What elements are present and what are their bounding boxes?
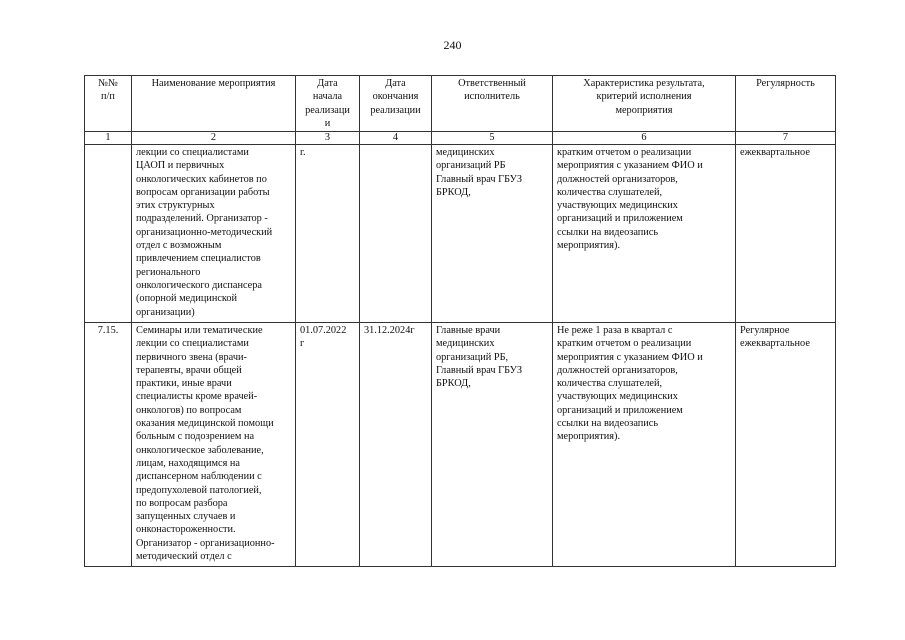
column-number: 1	[85, 132, 132, 145]
column-number: 4	[360, 132, 432, 145]
row-name: Семинары или тематические лекции со специалистами первичного звена (врачи- терапевты, врачи общей практики, иные врачи специалисты кроме врачей- онкологов) по вопросам оказания медицинской помощи больным с подозрением на онкологическое заболевание, лицам, находящимся на диспансерном наблюдении с предопухолевой патологией, по вопросам разбора запущенных случаев и онконастороженности. Организатор - организационно- методический отдел с	[132, 323, 296, 567]
row-end-date: 31.12.2024г	[360, 323, 432, 567]
header-regularity: Регулярность	[736, 76, 836, 132]
row-start-date: г.	[296, 145, 360, 323]
column-number: 5	[432, 132, 553, 145]
row-name: лекции со специалистами ЦАОП и первичных онкологических кабинетов по вопросам организации работы этих структурных подразделений. Организатор - организационно-методический отдел с возможным привлечением специалистов регионального онкологического диспансера (опорной медицинской организации)	[132, 145, 296, 323]
row-start-date: 01.07.2022 г	[296, 323, 360, 567]
header-row	[85, 76, 836, 132]
row-regularity: ежеквартальное	[736, 145, 836, 323]
table-row	[85, 323, 836, 567]
row-regularity: Регулярное ежеквартальное	[736, 323, 836, 567]
column-number-row	[85, 132, 836, 145]
column-number: 7	[736, 132, 836, 145]
page-number: 240	[443, 38, 462, 52]
table-row	[85, 145, 836, 323]
row-number: 7.15.	[85, 323, 132, 567]
column-number: 2	[132, 132, 296, 145]
row-responsible: медицинских организаций РБ Главный врач ГБУЗ БРКОД,	[432, 145, 553, 323]
column-number: 6	[553, 132, 736, 145]
row-responsible: Главные врачи медицинских организаций РБ, Главный врач ГБУЗ БРКОД,	[432, 323, 553, 567]
row-result: кратким отчетом о реализации мероприятия с указанием ФИО и должностей организаторов, количества слушателей, участвующих медицинских организаций и приложением ссылки на видеозапись мероприятия).	[553, 145, 736, 323]
header-result: Характеристика результата, критерий исполнения мероприятия	[553, 76, 736, 132]
header-responsible: Ответственный исполнитель	[432, 76, 553, 132]
header-number: №№ п/п	[85, 76, 132, 132]
row-result: Не реже 1 раза в квартал с кратким отчетом о реализации мероприятия с указанием ФИО и должностей организаторов, количества слушателей, участвующих медицинских организаций и приложением ссылки на видеозапись мероприятия).	[553, 323, 736, 567]
measures-table	[84, 75, 836, 567]
column-number: 3	[296, 132, 360, 145]
row-end-date	[360, 145, 432, 323]
header-end-date: Дата окончания реализации	[360, 76, 432, 132]
row-number	[85, 145, 132, 323]
header-start-date: Дата начала реализаци и	[296, 76, 360, 132]
header-name: Наименование мероприятия	[132, 76, 296, 132]
